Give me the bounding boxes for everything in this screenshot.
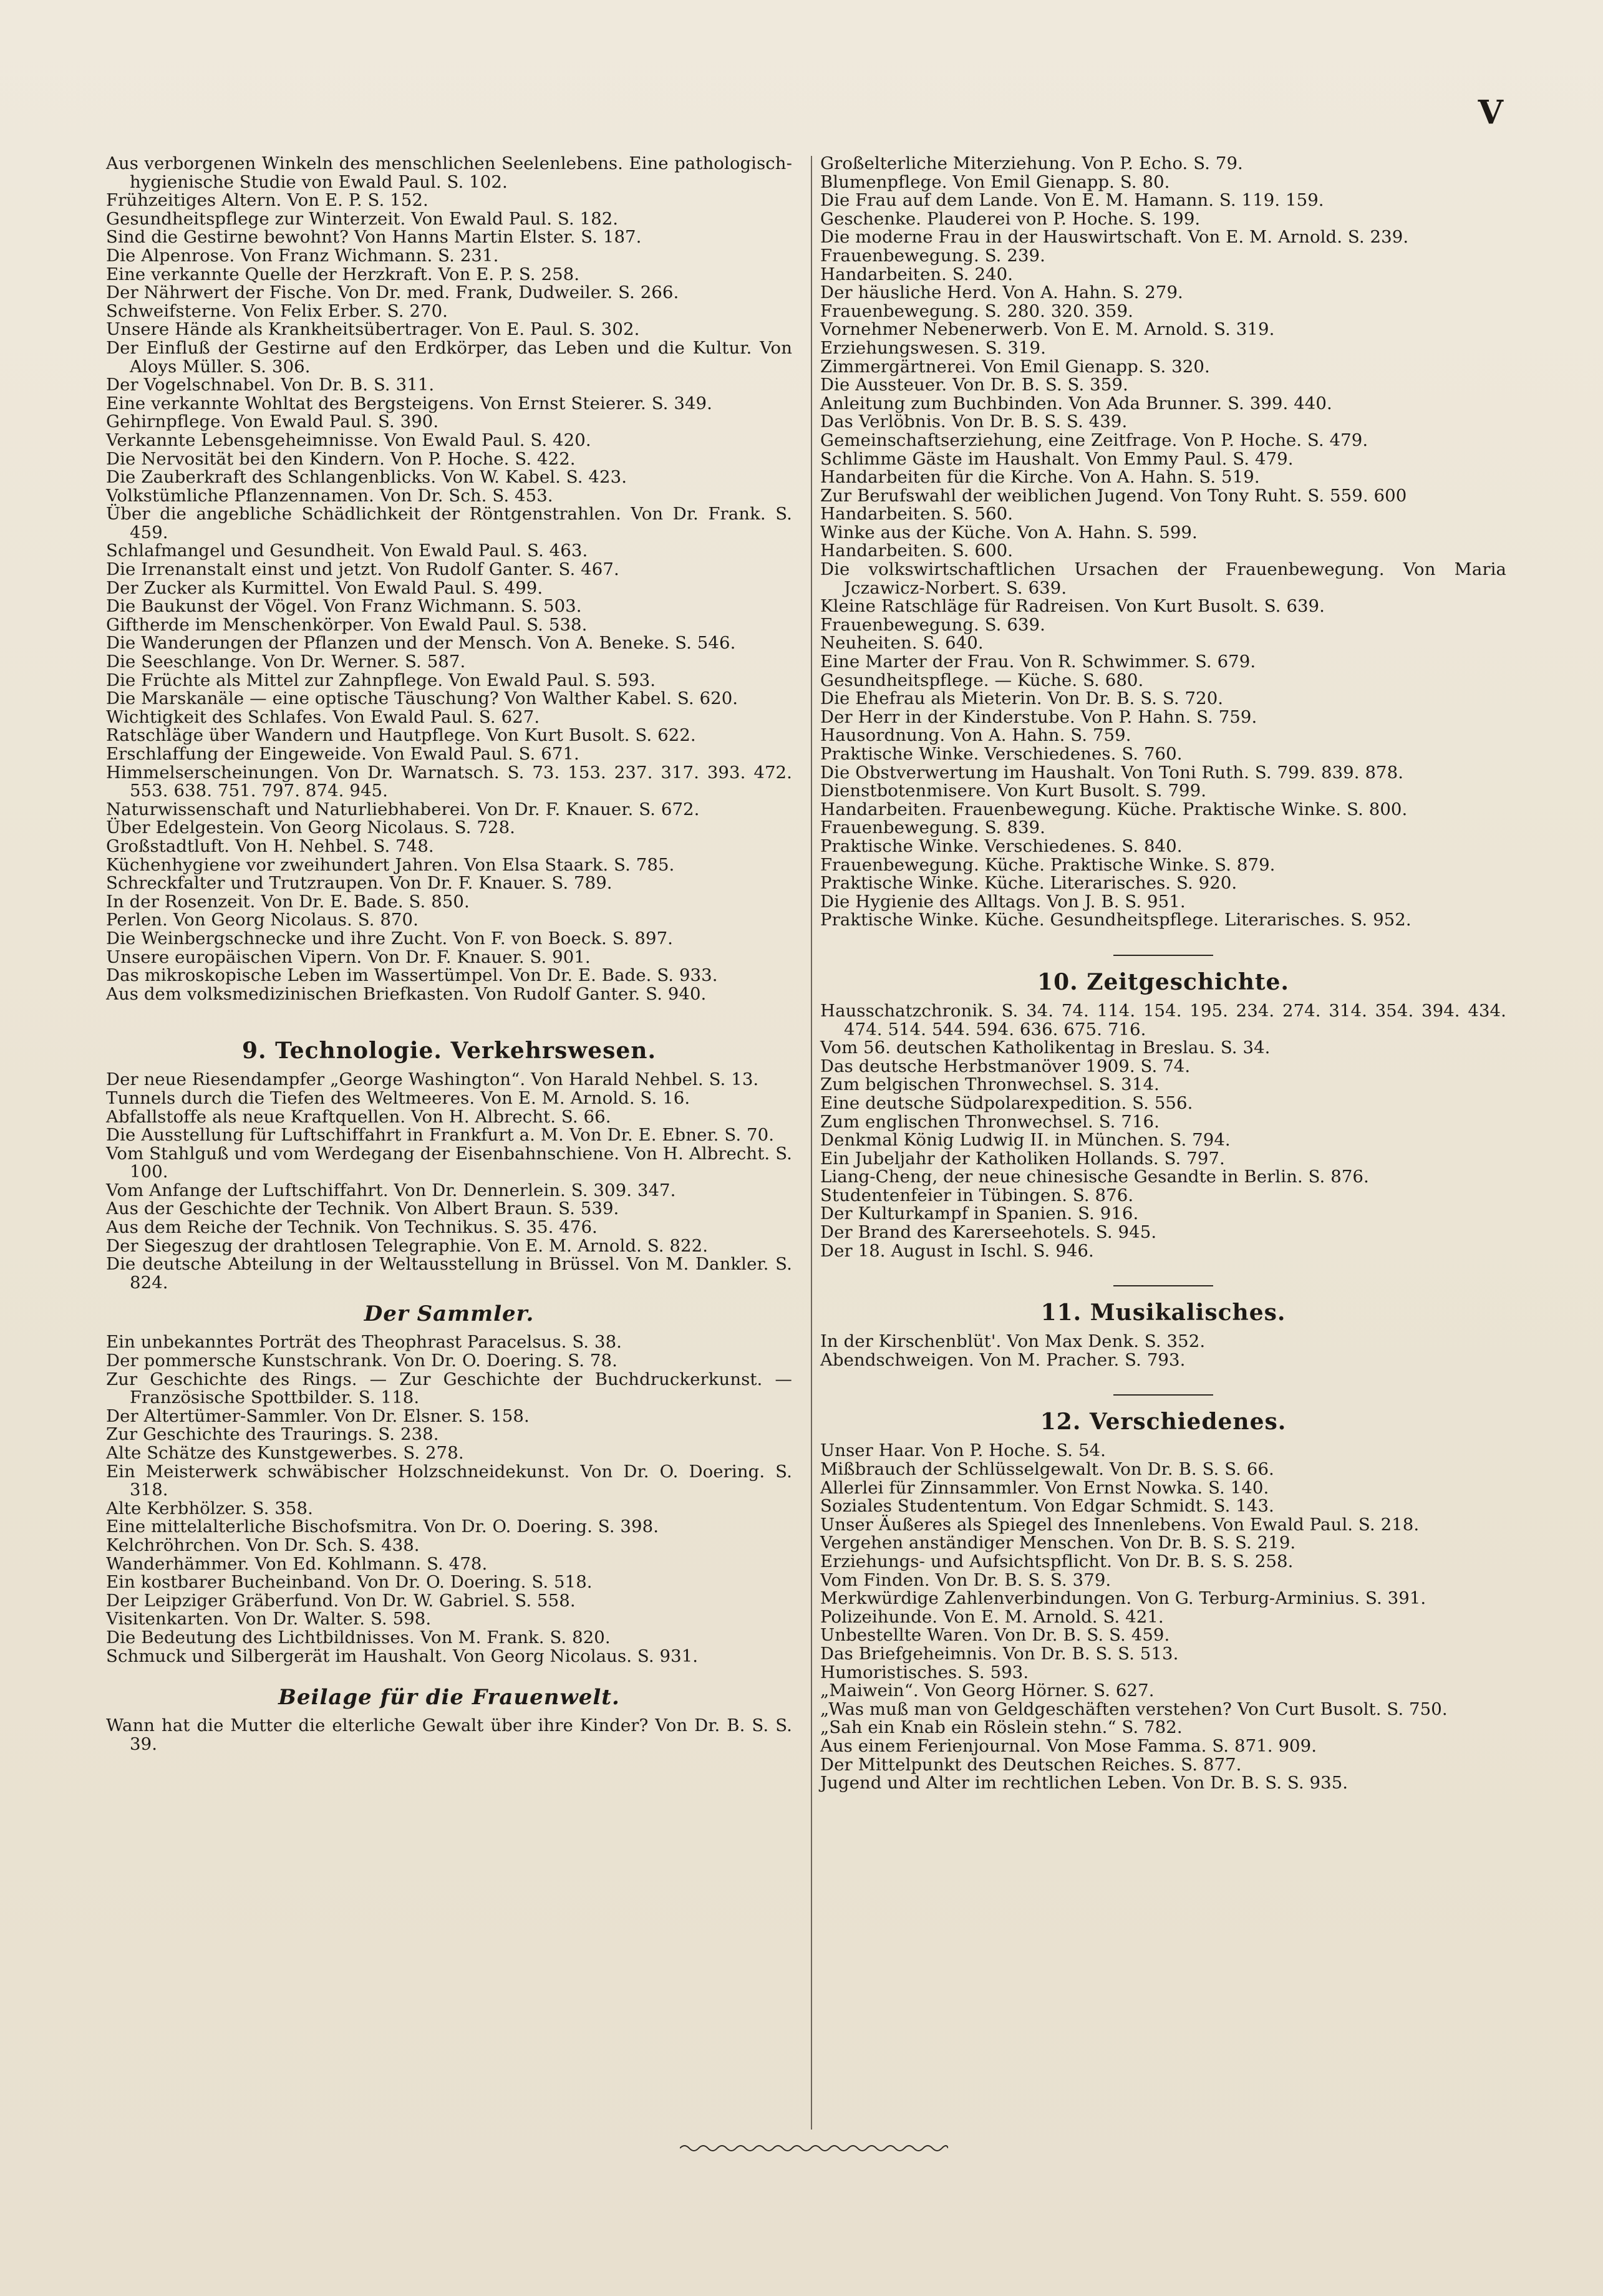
index-entry: Erschlaffung der Eingeweide. Von Ewald Paul. S. 671.: [106, 744, 579, 764]
index-entry: Der neue Riesendampfer „George Washington“. Von Harald Nehbel. S. 13.: [106, 1069, 759, 1090]
index-entry: Ein Meisterwerk schwäbischer Holzschneidekunst. Von Dr. O. Doering. S. 318.: [106, 1461, 792, 1500]
index-entry: Handarbeiten. S. 600.: [820, 541, 1014, 561]
index-entry: Kleine Ratschläge für Radreisen. Von Kurt Busolt. S. 639.: [820, 596, 1325, 617]
index-entry: Wichtigkeit des Schlafes. Von Ewald Paul. S. 627.: [106, 707, 540, 727]
index-entry: Frauenbewegung. S. 280. 320. 359.: [820, 301, 1133, 321]
index-entry: Allerlei für Zinnsammler. Von Ernst Nowka. S. 140.: [820, 1477, 1269, 1498]
spacer: [820, 1260, 1506, 1285]
section-heading-technologie: 9. Technologie. Verkehrswesen.: [242, 1038, 656, 1064]
index-entry: Handarbeiten. Frauenbewegung. Küche. Praktische Winke. S. 800.: [820, 799, 1408, 819]
index-entry: Hausordnung. Von A. Hahn. S. 759.: [820, 725, 1131, 746]
index-entry: Vom Anfange der Luftschiffahrt. Von Dr. Dennerlein. S. 309. 347.: [106, 1180, 676, 1200]
index-entry: In der Kirschenblüt'. Von Max Denk. S. 352.: [820, 1331, 1206, 1352]
zeitgeschichte-entries: [820, 1002, 1506, 1260]
index-entry: Über die angebliche Schädlichkeit der Röntgenstrahlen. Von Dr. Frank. S. 459.: [106, 504, 792, 543]
index-entry: Das Verlöbnis. Von Dr. B. S. S. 439.: [820, 412, 1128, 432]
index-entry: Humoristisches. S. 593.: [820, 1662, 1029, 1682]
end-ornament: [680, 2142, 948, 2154]
index-entry: Die Früchte als Mittel zur Zahnpflege. Von Ewald Paul. S. 593.: [106, 670, 656, 690]
index-entry: Das Briefgeheimnis. Von Dr. B. S. S. 513.: [820, 1643, 1179, 1664]
index-entry: Der pommersche Kunstschrank. Von Dr. O. Doering. S. 78.: [106, 1351, 617, 1371]
spacer: [106, 1003, 792, 1037]
index-entry: Zur Geschichte des Rings. — Zur Geschichte der Buchdruckerkunst. — Französische Spottbilder. S. 118.: [106, 1369, 792, 1408]
index-entry: Abfallstoffe als neue Kraftquellen. Von H. Albrecht. S. 66.: [106, 1106, 611, 1127]
index-entry: Winke aus der Küche. Von A. Hahn. S. 599.: [820, 522, 1198, 543]
index-entry: Der Brand des Karerseehotels. S. 945.: [820, 1222, 1157, 1243]
index-entry: Zur Geschichte des Traurings. S. 238.: [106, 1424, 439, 1445]
index-entry: Praktische Winke. Küche. Literarisches. S. 920.: [820, 873, 1237, 894]
index-entry: Liang-Cheng, der neue chinesische Gesandte in Berlin. S. 876.: [820, 1167, 1369, 1187]
sammler-entries: [106, 1333, 792, 1666]
index-entry: Die Weinbergschnecke und ihre Zucht. Von F. von Boeck. S. 897.: [106, 928, 674, 948]
index-entry: Vom 56. deutschen Katholikentag in Breslau. S. 34.: [820, 1038, 1271, 1058]
spacer: [820, 1396, 1506, 1408]
index-entry: Die Seeschlange. Von Dr. Werner. S. 587.: [106, 652, 466, 672]
index-entry: Eine Marter der Frau. Von R. Schwimmer. S. 679.: [820, 652, 1256, 672]
index-entry: „Maiwein“. Von Georg Hörner. S. 627.: [820, 1681, 1155, 1701]
index-entry: Soziales Studententum. Von Edgar Schmidt. S. 143.: [820, 1496, 1274, 1517]
index-entry: Die Alpenrose. Von Franz Wichmann. S. 231.: [106, 245, 499, 266]
index-entry: In der Rosenzeit. Von Dr. E. Bade. S. 850.: [106, 891, 470, 912]
index-entry: Schmuck und Silbergerät im Haushalt. Von Georg Nicolaus. S. 931.: [106, 1646, 699, 1666]
index-entry: Sind die Gestirne bewohnt? Von Hanns Martin Elster. S. 187.: [106, 227, 642, 248]
right-column: [820, 155, 1506, 1793]
spacer: [820, 1286, 1506, 1299]
index-entry: Eine mittelalterliche Bischofsmitra. Von Dr. O. Doering. S. 398.: [106, 1517, 659, 1537]
index-entry: „Sah ein Knab ein Röslein stehn.“ S. 782.: [820, 1717, 1183, 1738]
index-entry: Unbestellte Waren. Von Dr. B. S. S. 459.: [820, 1625, 1170, 1646]
index-entry: Schweifsterne. Von Felix Erber. S. 270.: [106, 301, 448, 321]
index-entry: Blumenpflege. Von Emil Gienapp. S. 80.: [820, 171, 1170, 192]
index-entry: Die Nervosität bei den Kindern. Von P. Hoche. S. 422.: [106, 448, 576, 469]
index-entry: Eine verkannte Wohltat des Bergsteigens. Von Ernst Steierer. S. 349.: [106, 393, 712, 413]
index-entry: Der Kulturkampf in Spanien. S. 916.: [820, 1203, 1139, 1224]
index-entry: Aus einem Ferienjournal. Von Mose Famma. S. 871. 909.: [820, 1735, 1317, 1756]
index-entry: Wanderhämmer. Von Ed. Kohlmann. S. 478.: [106, 1553, 488, 1574]
index-entry: Unsere europäischen Vipern. Von Dr. F. Knauer. S. 901.: [106, 947, 591, 967]
index-entry: Merkwürdige Zahlenverbindungen. Von G. Terburg-Arminius. S. 391.: [820, 1588, 1426, 1609]
index-entry: Himmelserscheinungen. Von Dr. Warnatsch. S. 73. 153. 237. 317. 393. 472. 553. 638. 751. 797. 874. 945.: [106, 762, 792, 801]
index-entry: Die Bedeutung des Lichtbildnisses. Von M. Frank. S. 820.: [106, 1627, 611, 1647]
index-entry: Der Herr in der Kinderstube. Von P. Hahn. S. 759.: [820, 707, 1257, 727]
index-entry: Neuheiten. S. 640.: [820, 633, 984, 654]
index-entry: Der häusliche Herd. Von A. Hahn. S. 279.: [820, 282, 1183, 303]
index-entry: Die moderne Frau in der Hauswirtschaft. Von E. M. Arnold. S. 239.: [820, 227, 1409, 248]
index-entry: Verkannte Lebensgeheimnisse. Von Ewald Paul. S. 420.: [106, 430, 591, 450]
index-entry: Der 18. August in Ischl. S. 946.: [820, 1240, 1094, 1261]
index-entry: Dienstbotenmisere. Von Kurt Busolt. S. 799.: [820, 781, 1207, 801]
index-entry: Anleitung zum Buchbinden. Von Ada Brunner. S. 399. 440.: [820, 393, 1332, 413]
index-entry: Frauenbewegung. Küche. Praktische Winke. S. 879.: [820, 854, 1276, 875]
index-entry: Hausschatzchronik. S. 34. 74. 114. 154. 195. 234. 274. 314. 354. 394. 434. 474. 514. 544. 594. 636. 675. 716.: [820, 1000, 1506, 1039]
index-entry: Der Leipziger Gräberfund. Von Dr. W. Gabriel. S. 558.: [106, 1590, 576, 1611]
index-entry: Der Altertümer-Sammler. Von Dr. Elsner. S. 158.: [106, 1406, 530, 1426]
index-entry: Handarbeiten. S. 560.: [820, 504, 1014, 524]
index-entry: Schreckfalter und Trutzraupen. Von Dr. F. Knauer. S. 789.: [106, 873, 613, 894]
index-entry: Volkstümliche Pflanzennamen. Von Dr. Sch. S. 453.: [106, 485, 553, 506]
spacer: [820, 930, 1506, 955]
index-entry: Gehirnpflege. Von Ewald Paul. S. 390.: [106, 412, 439, 432]
index-entry: Gesundheitspflege zur Winterzeit. Von Ewald Paul. S. 182.: [106, 208, 619, 229]
index-entry: Unser Haar. Von P. Hoche. S. 54.: [820, 1440, 1106, 1461]
spacer: [106, 1292, 792, 1301]
index-entry: Mißbrauch der Schlüsselgewalt. Von Dr. B. S. S. 66.: [820, 1459, 1274, 1480]
index-entry: Giftherde im Menschenkörper. Von Ewald Paul. S. 538.: [106, 614, 588, 635]
beilage-entries: [106, 1717, 792, 1753]
index-entry: Die Wanderungen der Pflanzen und der Mensch. Von A. Beneke. S. 546.: [106, 633, 736, 654]
index-entry: Abendschweigen. Von M. Pracher. S. 793.: [820, 1349, 1186, 1370]
index-entry: Aus der Geschichte der Technik. Von Albert Braun. S. 539.: [106, 1199, 619, 1219]
index-entry: Zum englischen Thronwechsel. S. 716.: [820, 1111, 1160, 1132]
section-heading-musikalisches: 11. Musikalisches.: [1040, 1300, 1286, 1326]
index-entry: Zur Berufswahl der weiblichen Jugend. Von Tony Ruht. S. 559. 600: [820, 485, 1407, 506]
index-entry: Die volkswirtschaftlichen Ursachen der Frauenbewegung. Von Maria Jczawicz-Norbert. S. 639.: [820, 559, 1506, 598]
column-rule: [811, 156, 812, 2130]
index-entry: Visitenkarten. Von Dr. Walter. S. 598.: [106, 1609, 432, 1629]
index-entry: Vornehmer Nebenerwerb. Von E. M. Arnold. S. 319.: [820, 319, 1275, 340]
section-heading-verschiedenes: 12. Verschiedenes.: [1040, 1409, 1287, 1435]
index-entry: Vergehen anständiger Menschen. Von Dr. B. S. S. 219.: [820, 1533, 1296, 1553]
index-entry: Frauenbewegung. S. 239.: [820, 245, 1045, 266]
index-entry: Wann hat die Mutter die elterliche Gewalt über ihre Kinder? Von Dr. B. S. S. 39.: [106, 1715, 792, 1754]
musikalisches-entries: [820, 1333, 1506, 1369]
index-entry: Frauenbewegung. S. 639.: [820, 614, 1045, 635]
index-entry: Vom Finden. Von Dr. B. S. S. 379.: [820, 1570, 1111, 1590]
index-entry: Die Zauberkraft des Schlangenblicks. Von W. Kabel. S. 423.: [106, 467, 627, 488]
index-entry: Eine deutsche Südpolarexpedition. S. 556.: [820, 1093, 1193, 1113]
spacer: [820, 956, 1506, 968]
page-number: V: [1478, 94, 1503, 132]
index-entry: Die Ehefrau als Mieterin. Von Dr. B. S. S. 720.: [820, 688, 1224, 709]
index-entry: Alte Kerbhölzer. S. 358.: [106, 1498, 313, 1518]
index-entry: Die Frau auf dem Lande. Von E. M. Hamann. S. 119. 159.: [820, 190, 1324, 211]
index-entry: Naturwissenschaft und Naturliebhaberei. Von Dr. F. Knauer. S. 672.: [106, 799, 700, 819]
index-entry: Gemeinschaftserziehung, eine Zeitfrage. Von P. Hoche. S. 479.: [820, 430, 1368, 450]
left-top-entries: [106, 155, 792, 1003]
technologie-entries: [106, 1071, 792, 1292]
index-entry: Der Einfluß der Gestirne auf den Erdkörper, das Leben und die Kultur. Von Aloys Müller. S. 306.: [106, 337, 792, 377]
index-entry: Schlafmangel und Gesundheit. Von Ewald Paul. S. 463.: [106, 541, 588, 561]
index-entry: Die deutsche Abteilung in der Weltausstellung in Brüssel. Von M. Dankler. S. 824.: [106, 1254, 792, 1293]
index-entry: Gesundheitspflege. — Küche. S. 680.: [820, 670, 1144, 690]
index-entry: Der Nährwert der Fische. Von Dr. med. Frank, Dudweiler. S. 266.: [106, 282, 679, 303]
index-entry: Aus verborgenen Winkeln des menschlichen Seelenlebens. Eine pathologisch-hygienische Studie von Ewald Paul. S. 102.: [106, 153, 792, 192]
index-entry: Die Irrenanstalt einst und jetzt. Von Rudolf Ganter. S. 467.: [106, 559, 619, 580]
spacer: [106, 1666, 792, 1684]
index-entry: Das mikroskopische Leben im Wassertümpel. Von Dr. E. Bade. S. 933.: [106, 965, 718, 986]
index-entry: Jugend und Alter im rechtlichen Leben. Von Dr. B. S. S. 935.: [820, 1773, 1349, 1793]
index-entry: Erziehungs- und Aufsichtspflicht. Von Dr. B. S. S. 258.: [820, 1551, 1294, 1571]
index-entry: Frühzeitiges Altern. Von E. P. S. 152.: [106, 190, 429, 211]
spacer: [820, 1369, 1506, 1394]
index-entry: Großelterliche Miterziehung. Von P. Echo. S. 79.: [820, 153, 1243, 173]
index-entry: Ratschläge über Wandern und Hautpflege. Von Kurt Busolt. S. 622.: [106, 725, 696, 746]
index-entry: Vom Stahlguß und vom Werdegang der Eisenbahnschiene. Von H. Albrecht. S. 100.: [106, 1143, 792, 1182]
index-entry: Aus dem volksmedizinischen Briefkasten. Von Rudolf Ganter. S. 940.: [106, 983, 707, 1004]
index-entry: Eine verkannte Quelle der Herzkraft. Von E. P. S. 258.: [106, 264, 580, 284]
sub-heading-sammler: Der Sammler.: [364, 1301, 535, 1327]
index-entry: Unser Äußeres als Spiegel des Innenlebens. Von Ewald Paul. S. 218.: [820, 1514, 1420, 1535]
index-entry: Die Ausstellung für Luftschiffahrt in Frankfurt a. M. Von Dr. E. Ebner. S. 70.: [106, 1125, 775, 1146]
index-entry: Aus dem Reiche der Technik. Von Technikus. S. 35. 476.: [106, 1217, 598, 1238]
index-entry: Küchenhygiene vor zweihundert Jahren. Von Elsa Staark. S. 785.: [106, 854, 675, 875]
sub-heading-beilage: Beilage für die Frauenwelt.: [278, 1685, 620, 1710]
index-entry: Großstadtluft. Von H. Nehbel. S. 748.: [106, 836, 434, 856]
index-entry: Zum belgischen Thronwechsel. S. 314.: [820, 1074, 1160, 1095]
index-entry: Handarbeiten. S. 240.: [820, 264, 1014, 284]
index-entry: Perlen. Von Georg Nicolaus. S. 870.: [106, 910, 419, 930]
index-entry: Frauenbewegung. S. 839.: [820, 818, 1045, 838]
index-entry: Geschenke. Plauderei von P. Hoche. S. 199.: [820, 208, 1201, 229]
index-entry: Ein kostbarer Bucheinband. Von Dr. O. Doering. S. 518.: [106, 1572, 593, 1593]
index-entry: „Was muß man von Geldgeschäften verstehen? Von Curt Busolt. S. 750.: [820, 1699, 1448, 1719]
verschiedenes-entries: [820, 1442, 1506, 1792]
index-entry: Die Marskanäle — eine optische Täuschung? Von Walther Kabel. S. 620.: [106, 688, 739, 709]
index-entry: Ein Jubeljahr der Katholiken Hollands. S. 797.: [820, 1148, 1225, 1169]
index-entry: Praktische Winke. Verschiedenes. S. 840.: [820, 836, 1183, 856]
index-entry: Praktische Winke. Küche. Gesundheitspflege. Literarisches. S. 952.: [820, 910, 1412, 930]
index-entry: Ein unbekanntes Porträt des Theophrast Paracelsus. S. 38.: [106, 1332, 622, 1353]
index-entry: Studentenfeier in Tübingen. S. 876.: [820, 1185, 1134, 1205]
index-entry: Die Obstverwertung im Haushalt. Von Toni Ruth. S. 799. 839. 878.: [820, 762, 1404, 783]
index-entry: Die Aussteuer. Von Dr. B. S. S. 359.: [820, 375, 1128, 395]
index-entry: Unsere Hände als Krankheitsübertrager. Von E. Paul. S. 302.: [106, 319, 640, 340]
index-entry: Das deutsche Herbstmanöver 1909. S. 74.: [820, 1056, 1191, 1076]
index-entry: Schlimme Gäste im Haushalt. Von Emmy Paul. S. 479.: [820, 448, 1294, 469]
index-entry: Handarbeiten für die Kirche. Von A. Hahn. S. 519.: [820, 467, 1260, 488]
index-entry: Kelchröhrchen. Von Dr. Sch. S. 438.: [106, 1535, 420, 1555]
index-entry: Die Baukunst der Vögel. Von Franz Wichmann. S. 503.: [106, 596, 582, 617]
index-entry: Erziehungswesen. S. 319.: [820, 337, 1046, 358]
index-entry: Die Hygienie des Alltags. Von J. B. S. 951.: [820, 891, 1186, 912]
index-entry: Denkmal König Ludwig II. in München. S. 794.: [820, 1130, 1231, 1150]
left-column: [106, 155, 792, 1753]
index-entry: Über Edelgestein. Von Georg Nicolaus. S. 728.: [106, 818, 516, 838]
index-entry: Alte Schätze des Kunstgewerbes. S. 278.: [106, 1443, 464, 1463]
index-entry: Zimmergärtnerei. Von Emil Gienapp. S. 320.: [820, 356, 1210, 377]
index-entry: Polizeihunde. Von E. M. Arnold. S. 421.: [820, 1606, 1164, 1627]
index-entry: Der Zucker als Kurmittel. Von Ewald Paul. S. 499.: [106, 577, 543, 598]
right-top-entries: [820, 155, 1506, 930]
index-entry: Der Vogelschnabel. Von Dr. B. S. 311.: [106, 375, 435, 395]
index-entry: Der Mittelpunkt des Deutschen Reiches. S. 877.: [820, 1754, 1242, 1775]
section-heading-zeitgeschichte: 10. Zeitgeschichte.: [1037, 968, 1289, 995]
index-entry: Tunnels durch die Tiefen des Weltmeeres. Von E. M. Arnold. S. 16.: [106, 1088, 690, 1108]
index-entry: Praktische Winke. Verschiedenes. S. 760.: [820, 744, 1183, 764]
index-entry: Der Siegeszug der drahtlosen Telegraphie. Von E. M. Arnold. S. 822.: [106, 1235, 709, 1256]
